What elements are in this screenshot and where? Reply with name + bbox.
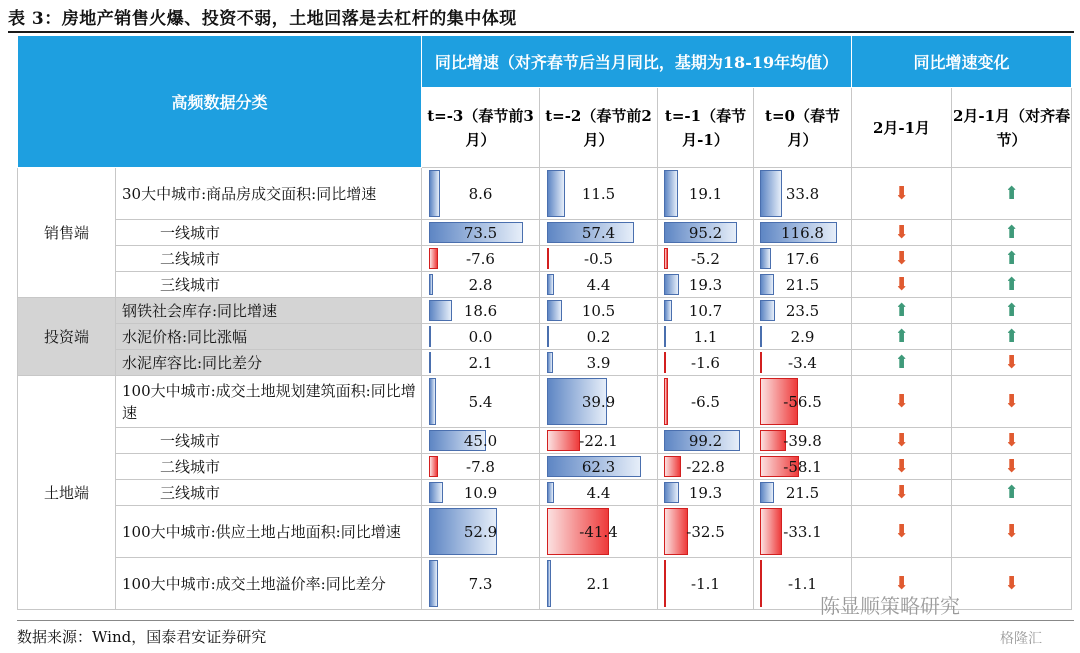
value-text: -7.8 (466, 457, 495, 476)
value-cell (422, 220, 540, 246)
value-text: 19.1 (688, 184, 723, 203)
value-cell (540, 506, 658, 558)
value-cell (422, 506, 540, 558)
down-arrow-icon: ⬇ (852, 506, 952, 558)
value-cell (658, 350, 754, 376)
up-arrow-icon: ⬆ (952, 220, 1072, 246)
value-cell (658, 298, 754, 324)
group-label: 土地端 (18, 376, 116, 610)
down-arrow-icon: ⬇ (852, 428, 952, 454)
down-arrow-icon: ⬇ (852, 168, 952, 220)
group-label: 销售端 (18, 168, 116, 298)
group-label: 投资端 (18, 298, 116, 376)
data-source: 数据来源：Wind，国泰君安证券研究 (17, 628, 267, 646)
value-cell (422, 246, 540, 272)
value-cell (658, 428, 754, 454)
row-label: 一线城市 (116, 220, 422, 246)
down-arrow-icon: ⬇ (952, 376, 1072, 428)
table-row (18, 168, 1072, 220)
value-cell (658, 168, 754, 220)
value-text: 4.4 (586, 275, 611, 294)
value-text: 3.9 (586, 353, 611, 372)
value-cell (754, 428, 852, 454)
row-label: 100大中城市:成交土地溢价率:同比差分 (116, 558, 422, 610)
value-text: 2.8 (468, 275, 493, 294)
row-label: 钢铁社会库存:同比增速 (116, 298, 422, 324)
value-text: 62.3 (581, 457, 616, 476)
value-cell (540, 376, 658, 428)
col-header: t=0（春节月） (754, 88, 852, 168)
value-text: 1.1 (693, 327, 718, 346)
value-text: 39.9 (581, 392, 616, 411)
down-arrow-icon: ⬇ (952, 558, 1072, 610)
value-text: 21.5 (785, 275, 820, 294)
value-text: 19.3 (688, 275, 723, 294)
value-cell (754, 220, 852, 246)
row-label: 水泥库容比:同比差分 (116, 350, 422, 376)
value-cell (540, 168, 658, 220)
table-row (18, 428, 1072, 454)
value-text: 52.9 (463, 522, 498, 541)
value-text: -41.4 (579, 522, 618, 541)
table-row (18, 480, 1072, 506)
watermark-logo: 格隆汇 (1000, 631, 1042, 647)
row-label: 水泥价格:同比涨幅 (116, 324, 422, 350)
value-cell (422, 350, 540, 376)
value-cell (754, 324, 852, 350)
up-arrow-icon: ⬆ (952, 324, 1072, 350)
value-text: 57.4 (581, 223, 616, 242)
value-text: -33.1 (783, 522, 822, 541)
value-cell (658, 558, 754, 610)
value-cell (540, 324, 658, 350)
value-text: 10.9 (463, 483, 498, 502)
row-label: 30大中城市:商品房成交面积:同比增速 (116, 168, 422, 220)
value-cell (540, 272, 658, 298)
value-cell (658, 480, 754, 506)
value-cell (540, 428, 658, 454)
down-arrow-icon: ⬇ (852, 376, 952, 428)
value-cell (540, 454, 658, 480)
value-text: -0.5 (584, 249, 613, 268)
value-text: 0.0 (468, 327, 493, 346)
value-cell (540, 558, 658, 610)
row-label: 一线城市 (116, 428, 422, 454)
value-cell (422, 480, 540, 506)
up-arrow-icon: ⬆ (952, 298, 1072, 324)
value-cell (754, 480, 852, 506)
value-text: -22.8 (686, 457, 725, 476)
value-text: 10.5 (581, 301, 616, 320)
table-row (18, 298, 1072, 324)
value-cell (422, 558, 540, 610)
row-label: 二线城市 (116, 454, 422, 480)
up-arrow-icon: ⬆ (952, 168, 1072, 220)
row-label: 二线城市 (116, 246, 422, 272)
value-cell (422, 324, 540, 350)
row-label: 100大中城市:成交土地规划建筑面积:同比增速 (116, 376, 422, 428)
table-row (18, 246, 1072, 272)
col-header: t=-3（春节前3月） (422, 88, 540, 168)
value-text: 21.5 (785, 483, 820, 502)
down-arrow-icon: ⬇ (952, 506, 1072, 558)
table-row (18, 376, 1072, 428)
value-text: 7.3 (468, 574, 493, 593)
up-arrow-icon: ⬆ (952, 480, 1072, 506)
value-text: -7.6 (466, 249, 495, 268)
table-row (18, 454, 1072, 480)
row-label: 100大中城市:供应土地占地面积:同比增速 (116, 506, 422, 558)
col-header: 2月-1月（对齐春节） (952, 88, 1072, 168)
value-text: 10.7 (688, 301, 723, 320)
value-cell (422, 298, 540, 324)
value-text: -1.1 (691, 574, 720, 593)
up-arrow-icon: ⬆ (952, 272, 1072, 298)
down-arrow-icon: ⬇ (852, 480, 952, 506)
value-text: 73.5 (463, 223, 498, 242)
value-cell (658, 272, 754, 298)
table-row (18, 506, 1072, 558)
value-cell (422, 376, 540, 428)
value-cell (754, 506, 852, 558)
value-text: 45.0 (463, 431, 498, 450)
value-text: 8.6 (468, 184, 493, 203)
value-text: -3.4 (788, 353, 817, 372)
title-rule (8, 31, 1074, 33)
value-cell (540, 220, 658, 246)
up-arrow-icon: ⬆ (852, 298, 952, 324)
row-label: 三线城市 (116, 272, 422, 298)
value-text: 2.1 (586, 574, 611, 593)
up-arrow-icon: ⬆ (852, 350, 952, 376)
up-arrow-icon: ⬆ (852, 324, 952, 350)
value-text: -6.5 (691, 392, 720, 411)
bottom-rule (17, 620, 1074, 621)
up-arrow-icon: ⬆ (952, 246, 1072, 272)
header-change-group: 同比增速变化 (852, 36, 1072, 88)
value-text: -58.1 (783, 457, 822, 476)
value-text: 2.9 (790, 327, 815, 346)
value-cell (540, 350, 658, 376)
down-arrow-icon: ⬇ (852, 454, 952, 480)
value-text: 5.4 (468, 392, 493, 411)
table-title: 表 3：房地产销售火爆、投资不弱，土地回落是去杠杆的集中体现 (8, 9, 517, 29)
value-cell (658, 246, 754, 272)
value-text: 95.2 (688, 223, 723, 242)
value-cell (422, 272, 540, 298)
value-cell (540, 480, 658, 506)
value-text: 116.8 (781, 223, 824, 242)
value-text: -56.5 (783, 392, 822, 411)
data-table (17, 35, 1072, 610)
value-cell (658, 506, 754, 558)
col-header: t=-2（春节前2月） (540, 88, 658, 168)
down-arrow-icon: ⬇ (852, 246, 952, 272)
header-yoy-group: 同比增速（对齐春节后当月同比，基期为18-19年均值） (422, 36, 852, 88)
value-text: -39.8 (783, 431, 822, 450)
value-cell (658, 220, 754, 246)
value-text: 4.4 (586, 483, 611, 502)
value-text: 99.2 (688, 431, 723, 450)
table-row (18, 220, 1072, 246)
header-category: 高频数据分类 (18, 36, 422, 168)
value-cell (754, 272, 852, 298)
value-cell (754, 376, 852, 428)
value-text: -1.6 (691, 353, 720, 372)
value-text: 33.8 (785, 184, 820, 203)
watermark: 陈显顺策略研究 (820, 594, 960, 618)
value-cell (754, 298, 852, 324)
value-text: 19.3 (688, 483, 723, 502)
value-text: 17.6 (785, 249, 820, 268)
down-arrow-icon: ⬇ (852, 220, 952, 246)
col-header: 2月-1月 (852, 88, 952, 168)
table-row (18, 350, 1072, 376)
value-cell (658, 324, 754, 350)
value-cell (754, 168, 852, 220)
value-cell (754, 350, 852, 376)
value-text: -32.5 (686, 522, 725, 541)
col-header: t=-1（春节月-1） (658, 88, 754, 168)
value-text: 11.5 (581, 184, 616, 203)
value-cell (422, 428, 540, 454)
value-text: 0.2 (586, 327, 611, 346)
table-row (18, 324, 1072, 350)
value-cell (754, 454, 852, 480)
value-cell (754, 246, 852, 272)
down-arrow-icon: ⬇ (952, 428, 1072, 454)
value-text: -5.2 (691, 249, 720, 268)
value-text: 18.6 (463, 301, 498, 320)
value-cell (540, 246, 658, 272)
row-label: 三线城市 (116, 480, 422, 506)
down-arrow-icon: ⬇ (852, 558, 952, 610)
value-cell (658, 454, 754, 480)
down-arrow-icon: ⬇ (852, 272, 952, 298)
table-row (18, 272, 1072, 298)
value-cell (658, 376, 754, 428)
value-cell (422, 454, 540, 480)
down-arrow-icon: ⬇ (952, 350, 1072, 376)
value-cell (540, 298, 658, 324)
down-arrow-icon: ⬇ (952, 454, 1072, 480)
value-text: -1.1 (788, 574, 817, 593)
value-text: 2.1 (468, 353, 493, 372)
value-cell (422, 168, 540, 220)
value-text: 23.5 (785, 301, 820, 320)
value-text: -22.1 (579, 431, 618, 450)
